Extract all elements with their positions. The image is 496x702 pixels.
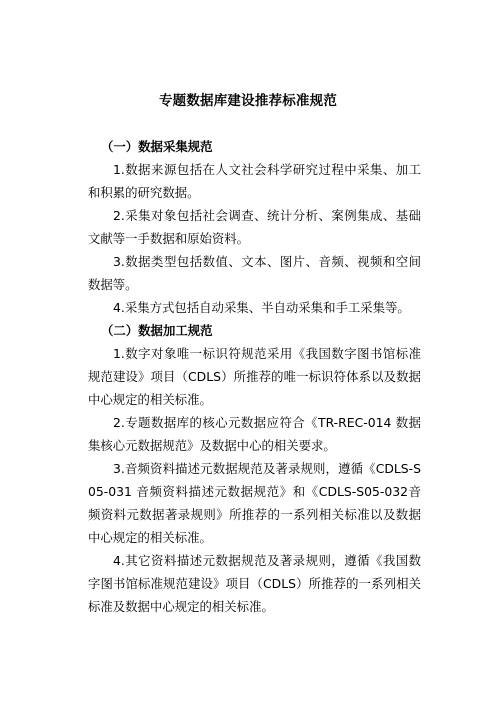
document-body (88, 135, 421, 618)
paragraph-collection-source: 1.数据来源包括在人文社会科学研究过程中采集、加工和积累的研究数据。 (88, 162, 421, 200)
paragraph-processing-identifier: 1.数字对象唯一标识符规范采用《我国数字图书馆标准规范建设》项目（CDLS）所推荐的唯一标识符体系以及数据中心规定的相关标准。 (88, 346, 421, 407)
paragraph-processing-audio: 3.音频资料描述元数据规范及著录规则，遵循《CDLS-S05-031 音频资料描述元数据规范》和《CDLS-S05-032音频资料元数据著录规则》所推荐的一系列相关标准以及数据中心规定的相关标准。 (88, 461, 421, 545)
paragraph-processing-metadata: 2.专题数据库的核心元数据应符合《TR-REC-014 数据集核心元数据规范》及数据中心的相关要求。 (88, 415, 421, 453)
document-title: 专题数据库建设推荐标准规范 (158, 93, 338, 109)
section-heading-collection: （一）数据采集规范 (101, 139, 213, 154)
section-heading-processing: （二）数据加工规范 (101, 323, 213, 338)
paragraph-processing-other: 4.其它资料描述元数据规范及著录规则，遵循《我国数字图书馆标准规范建设》项目（CDLS）所推荐的一系列相关标准及数据中心规定的相关标准。 (88, 553, 421, 614)
paragraph-collection-object: 2.采集对象包括社会调查、统计分析、案例集成、基础文献等一手数据和原始资料。 (88, 208, 421, 246)
paragraph-collection-type: 3.数据类型包括数值、文本、图片、音频、视频和空间数据等。 (88, 254, 421, 292)
paragraph-collection-method: 4.采集方式包括自动采集、半自动采集和手工采集等。 (113, 300, 410, 315)
